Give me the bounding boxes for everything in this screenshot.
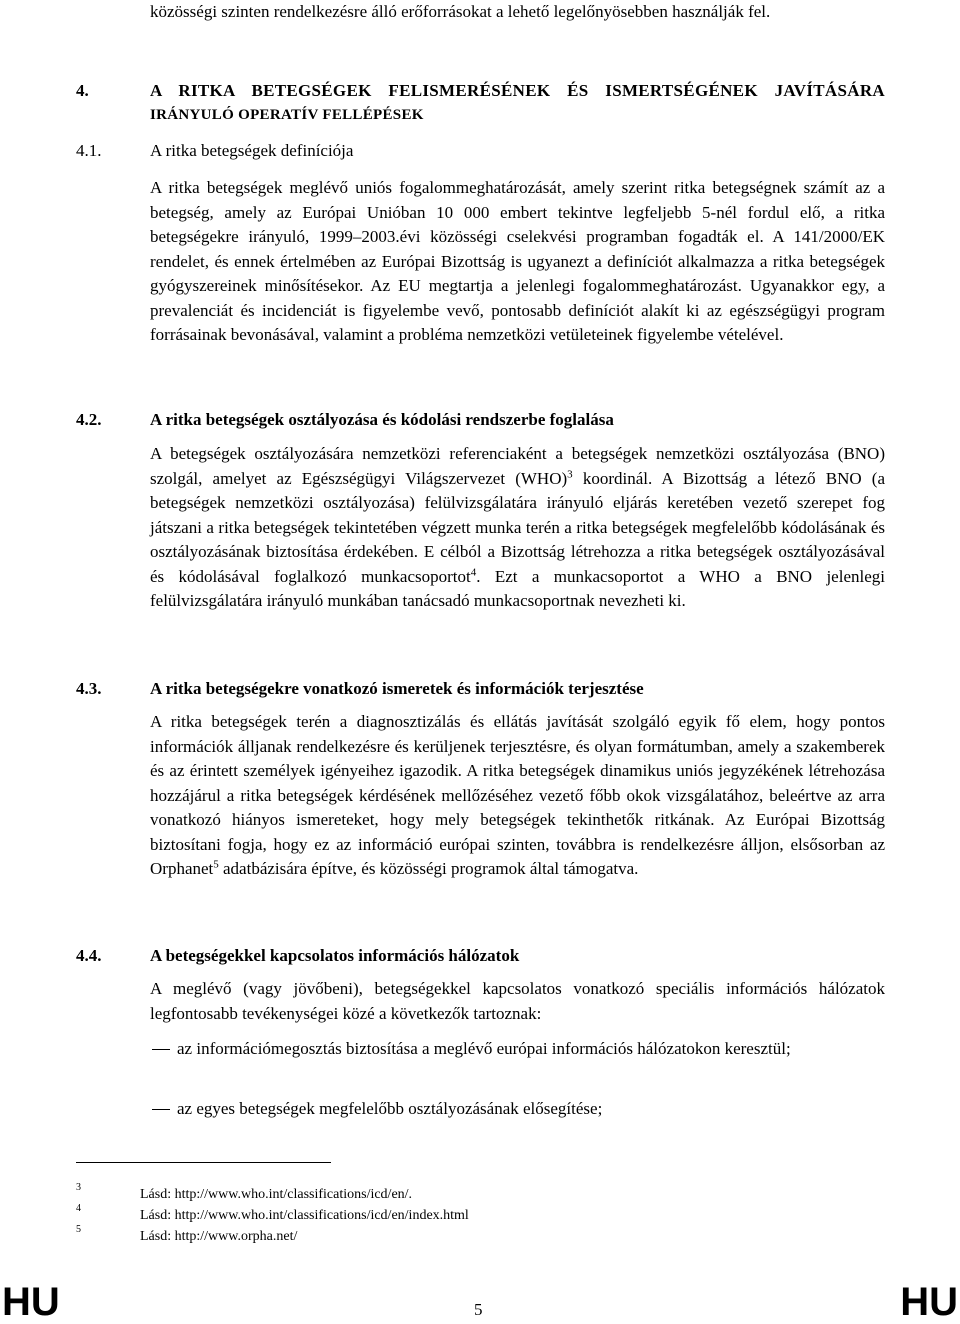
footnote-ref-5: 5	[213, 858, 219, 871]
section-4-1-number: 4.1.	[76, 141, 102, 160]
list-item-1: az információmegosztás biztosítása a meglévő európai információs hálózatokon keresztül;	[177, 1039, 791, 1058]
list-dash-2	[152, 1109, 170, 1110]
chapter-title-line2: IRÁNYULÓ OPERATÍV FELLÉPÉSEK	[150, 107, 424, 123]
list-dash-1	[152, 1049, 170, 1050]
section-4-3-body-part2: adatbázisára építve, és közösségi programok által támogatva.	[218, 859, 639, 878]
section-4-3-body	[150, 710, 885, 882]
footnote-number-4: 4	[76, 1203, 81, 1214]
footer-language-left: HU	[2, 1280, 60, 1324]
section-4-1-title: A ritka betegségek definíciója	[150, 141, 354, 160]
section-4-3-title: A ritka betegségekre vonatkozó ismeretek és információk terjesztése	[150, 679, 644, 698]
footnote-ref-3: 3	[567, 467, 573, 480]
footnote-ref-4: 4	[470, 565, 477, 578]
section-4-1-body: A ritka betegségek meglévő uniós fogalommeghatározását, amely szerint ritka betegségnek számít az a betegség, amely az Európai Unióban 10 000 embert tekintve legfeljebb 5-nél fordul elő, a ritka betegségekre irányuló, 1999–2003.évi közösségi cselekvési programban fogadták el. A 141/2000/EK rendelet, és ennek értelmében az Európai Bizottság is ugyanezt a definíciót alkalmazza a ritka betegségek gyógyszereinek minősítésekor. Az EU megtartja a jelenlegi fogalommeghatározást. Ugyanakkor egy, a prevalenciát és incidenciát is figyelembe vevő, pontosabb definíciót alakít ki az egészségügyi program forrásainak bevonásával, valamint a probléma nemzetközi vetületeinek figyelembe vételével.	[150, 178, 885, 344]
chapter-number: 4.	[76, 81, 89, 100]
section-4-2-title: A ritka betegségek osztályozása és kódolási rendszerbe foglalása	[150, 410, 614, 429]
section-4-2-number: 4.2.	[76, 410, 102, 429]
section-4-2-body-part1: A betegségek osztályozására nemzetközi referenciaként a betegségek nemzetközi osztályozása (BNO) szolgál, amelyet az Egészségügyi Világszervezet (WHO)	[150, 444, 885, 488]
footnote-number-3: 3	[76, 1182, 81, 1193]
page-number: 5	[474, 1300, 483, 1319]
footnote-text-5: Lásd: http://www.orpha.net/	[140, 1229, 298, 1244]
footnote-separator	[76, 1162, 331, 1163]
intro-paragraph: közösségi szinten rendelkezésre álló erőforrásokat a lehető legelőnyösebben használják fel.	[150, 2, 771, 21]
section-4-4-number: 4.4.	[76, 946, 102, 965]
footer-language-right: HU	[900, 1280, 958, 1324]
section-4-4-body: A meglévő (vagy jövőbeni), betegségekkel kapcsolatos vonatkozó speciális információs hálózatok legfontosabb tevékenységei közé a következők tartoznak:	[150, 979, 885, 1023]
footnote-text-3: Lásd: http://www.who.int/classifications/icd/en/.	[140, 1187, 413, 1202]
section-4-2-body-part3: . Ezt a munkacsoportot a WHO a BNO jelenlegi felülvizsgálatára irányuló munkában tanácsadó munkacsoportnak nevezheti ki.	[150, 566, 885, 610]
section-4-2-body-part2: koordinál. A Bizottság a létező BNO (a betegségek nemzetközi osztályozása) felülvizsgálatára irányuló eljárás keretében vezető szerepet fog játszani a ritka betegségek tekintetében végzett munka terén a ritka betegségek megfelelőbb kódolásának és osztályozásának biztosítása érdekében. E célból a Bizottság létrehozza a ritka betegségek osztályozásával és kódolásával foglalkozó munkacsoportot	[150, 468, 885, 586]
footnote-text-4: Lásd: http://www.who.int/classifications/icd/en/index.html	[140, 1208, 469, 1223]
section-4-3-number: 4.3.	[76, 679, 102, 698]
section-4-3-body-part1: A ritka betegségek terén a diagnosztizálás és ellátás javítását szolgáló egyik fő elem, hogy pontos információk álljanak rendelkezésre és kerüljenek terjesztésre, és olyan formátumban, amely a szakemberek és az érintett személyek igényeihez igazodik. A ritka betegségek dinamikus uniós jegyzékének létrehozása hozzájárul a ritka betegségek kérdésének mellőzéséhez vezető főbb okok vizsgálatához, beleértve az arra vonatkozó hiányos ismereteket, hogy mely betegségek tekinthetők ritkának. Az Európai Bizottság biztosítani fogja, hogy ez az információ európai szinten, továbbra is rendelkezésre álljon, elsősorban az Orphanet	[150, 712, 885, 878]
chapter-title-line1: A RITKA BETEGSÉGEK FELISMERÉSÉNEK ÉS ISMERTSÉGÉNEK JAVÍTÁSÁRA	[150, 81, 885, 100]
section-4-2-body	[150, 442, 885, 614]
footnote-number-5: 5	[76, 1224, 81, 1235]
list-item-2: az egyes betegségek megfelelőbb osztályozásának elősegítése;	[177, 1099, 603, 1118]
section-4-4-title: A betegségekkel kapcsolatos információs hálózatok	[150, 946, 520, 965]
